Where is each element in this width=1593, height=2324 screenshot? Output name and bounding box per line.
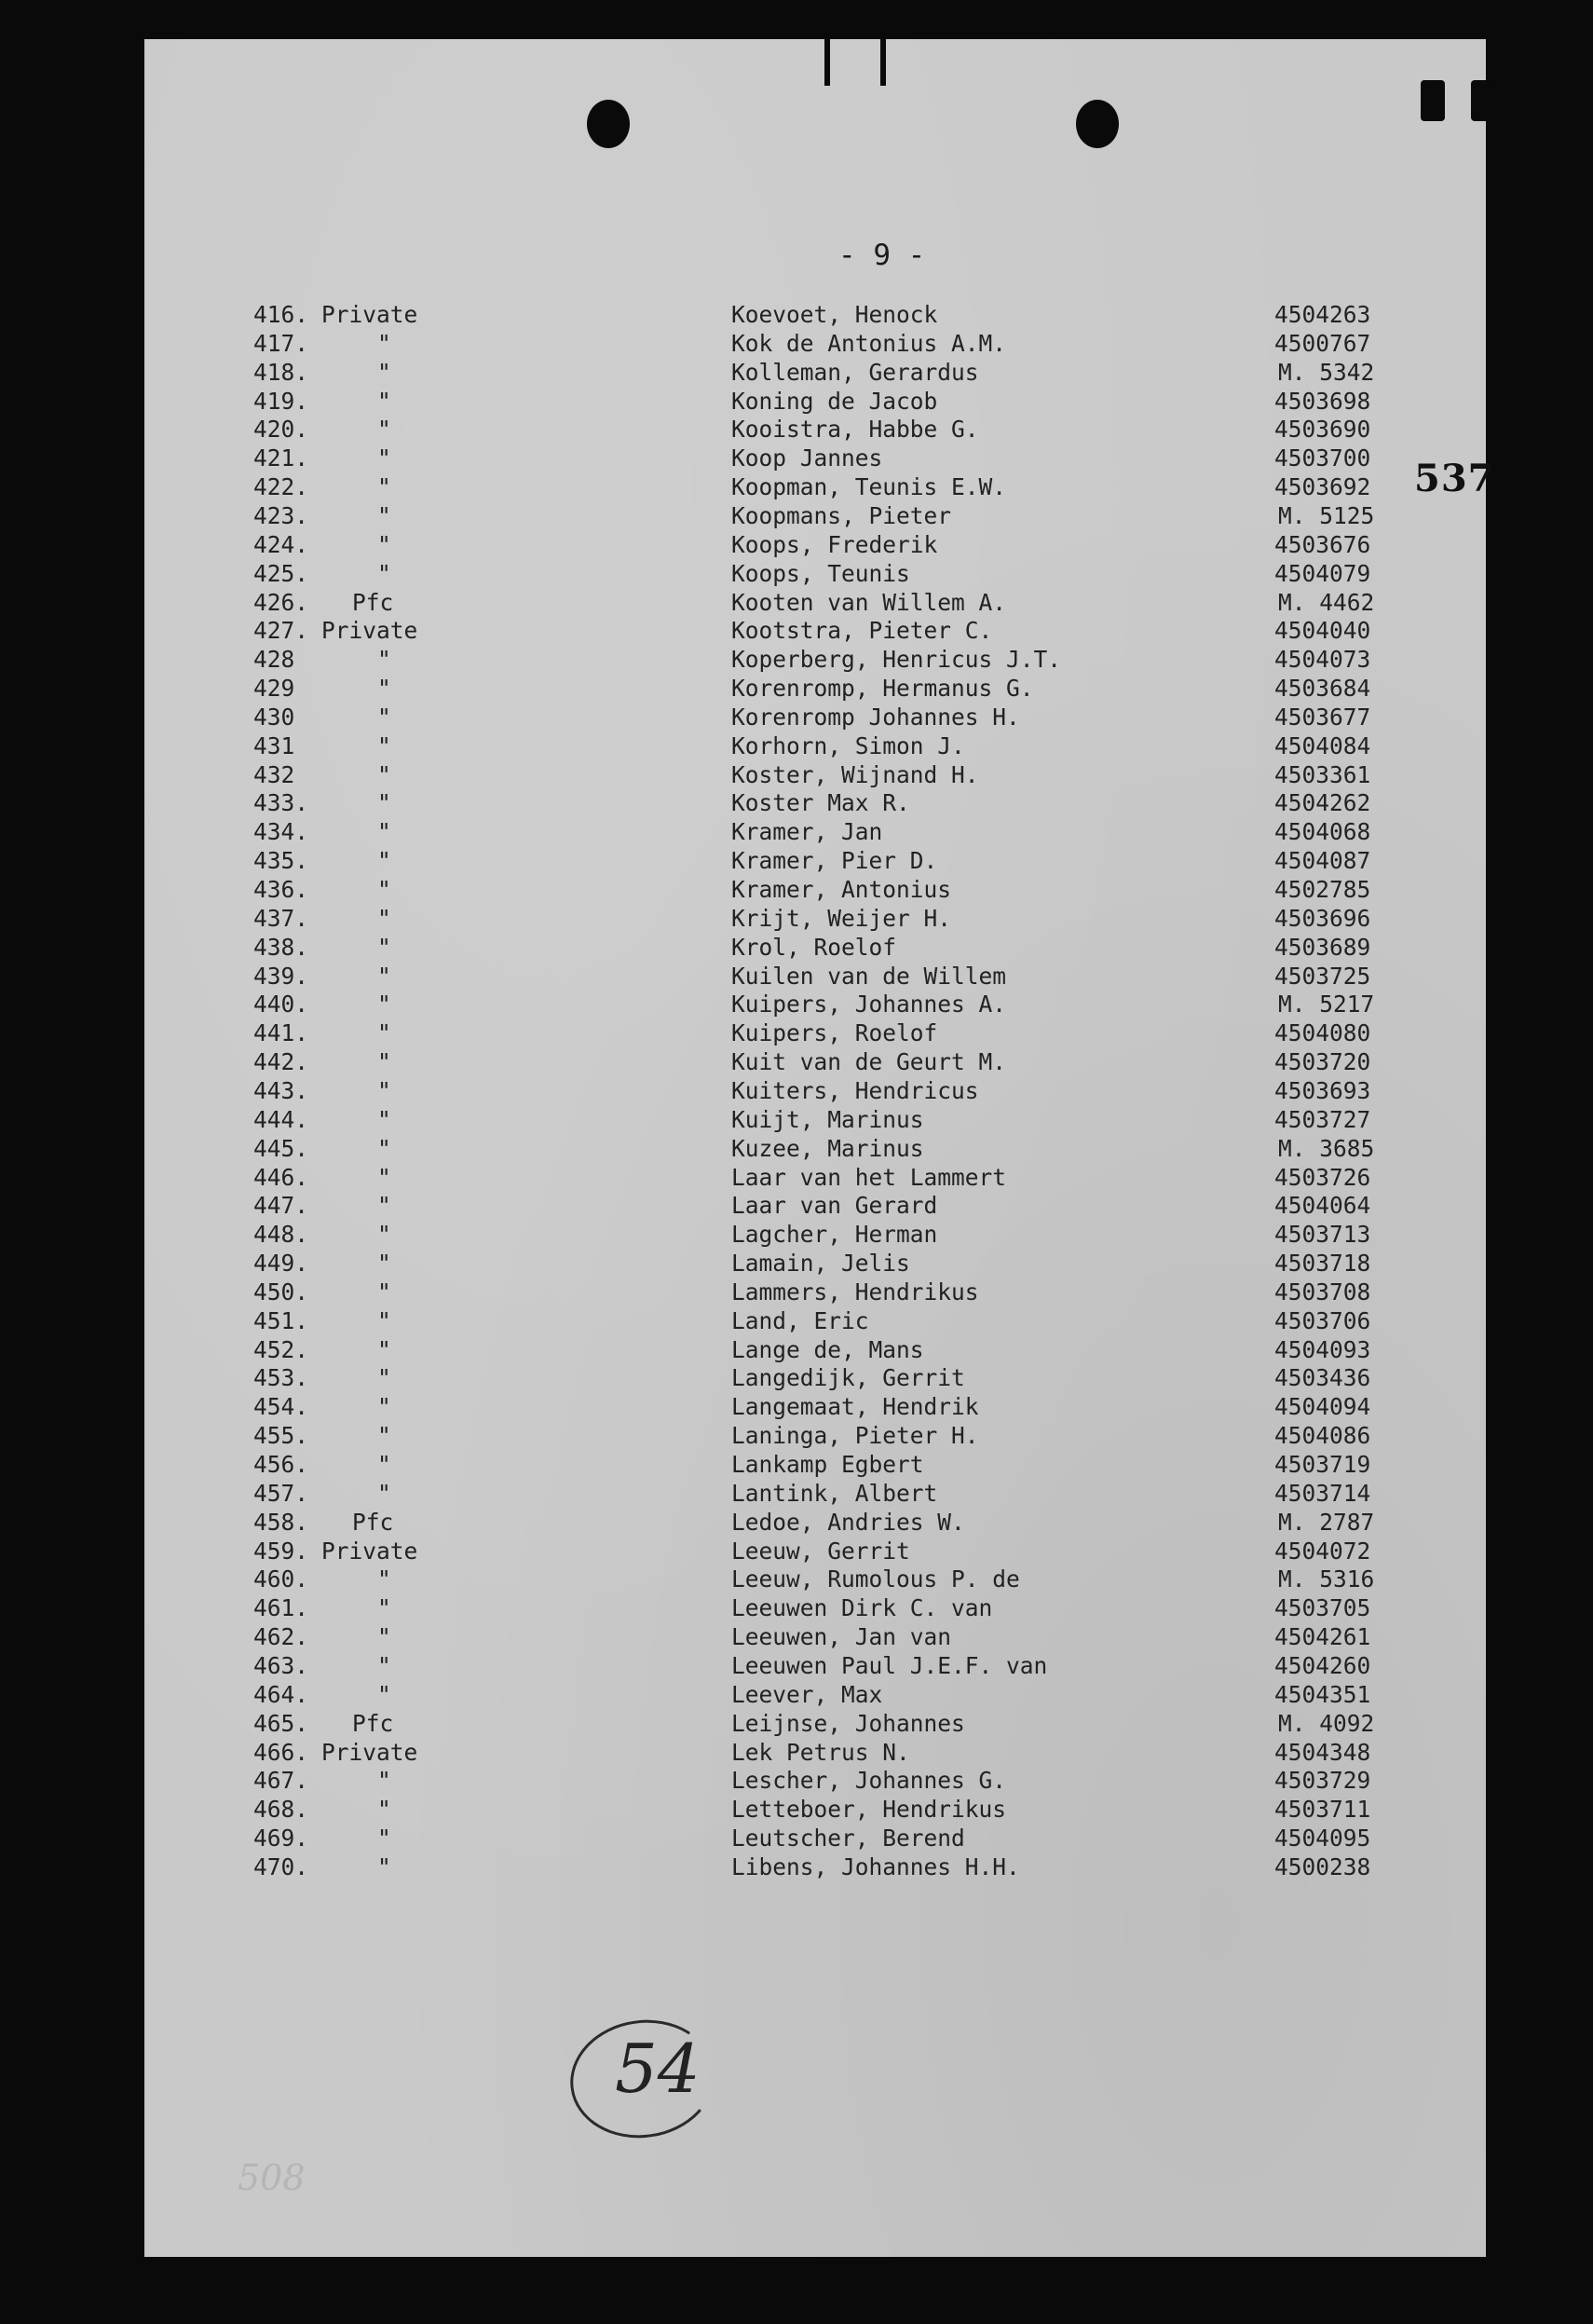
row-serial: 4503676	[1274, 530, 1371, 558]
row-number: 429	[253, 675, 295, 703]
table-row	[0, 1105, 1491, 1134]
row-number: 465.	[253, 1709, 309, 1737]
row-rank: "	[377, 876, 391, 903]
row-rank: "	[377, 1134, 391, 1162]
row-rank: "	[377, 1192, 391, 1220]
row-rank: "	[377, 358, 391, 386]
row-rank: "	[377, 760, 391, 788]
row-number: 424.	[253, 530, 309, 558]
row-name: Kuipers, Roelof	[731, 1019, 938, 1047]
row-name: Leeuwen, Jan van	[731, 1623, 952, 1651]
table-row	[0, 875, 1491, 904]
row-serial: M. 3685	[1278, 1134, 1375, 1162]
row-name: Leeuw, Rumolous P. de	[731, 1565, 1020, 1593]
row-number: 430	[253, 703, 295, 731]
row-name: Langemaat, Hendrik	[731, 1393, 979, 1421]
row-rank: "	[377, 1651, 391, 1679]
row-serial: 4504072	[1274, 1537, 1371, 1565]
row-name: Laar van Gerard	[731, 1192, 938, 1220]
row-number: 422.	[253, 473, 309, 501]
row-rank: "	[377, 818, 391, 846]
row-rank: Private	[321, 1738, 418, 1766]
row-name: Kootstra, Pieter C.	[731, 617, 993, 645]
row-name: Lescher, Johannes G.	[731, 1767, 1007, 1795]
row-serial: M. 5316	[1278, 1565, 1375, 1593]
row-serial: 4504064	[1274, 1192, 1371, 1220]
row-serial: 4503696	[1274, 904, 1371, 932]
table-row	[0, 1421, 1491, 1450]
row-name: Koopman, Teunis E.W.	[731, 473, 1007, 501]
table-row	[0, 1537, 1491, 1565]
row-name: Koning de Jacob	[731, 387, 938, 415]
row-rank: "	[377, 1422, 391, 1450]
row-number: 451.	[253, 1306, 309, 1334]
row-number: 456.	[253, 1451, 309, 1478]
table-row	[0, 1335, 1491, 1364]
row-name: Leever, Max	[731, 1680, 883, 1708]
row-serial: 4503729	[1274, 1767, 1371, 1795]
row-serial: 4504263	[1274, 301, 1371, 328]
row-name: Kok de Antonius A.M.	[731, 329, 1007, 357]
row-number: 469.	[253, 1825, 309, 1852]
row-serial: 4504040	[1274, 617, 1371, 645]
row-number: 463.	[253, 1651, 309, 1679]
punch-hole	[1076, 100, 1119, 148]
row-rank: "	[377, 530, 391, 558]
row-rank: "	[377, 416, 391, 444]
row-rank: "	[377, 703, 391, 731]
row-serial: 4500767	[1274, 329, 1371, 357]
row-name: Kramer, Antonius	[731, 876, 952, 903]
row-name: Leeuw, Gerrit	[731, 1537, 910, 1565]
row-name: Langedijk, Gerrit	[731, 1364, 965, 1392]
row-number: 458.	[253, 1508, 309, 1536]
row-rank: "	[377, 1364, 391, 1392]
row-serial: 4504084	[1274, 731, 1371, 759]
row-number: 468.	[253, 1796, 309, 1824]
row-rank: "	[377, 675, 391, 703]
circled-number: 54	[615, 2030, 701, 2108]
row-name: Korenromp Johannes H.	[731, 703, 1020, 731]
row-rank: "	[377, 991, 391, 1018]
row-number: 442.	[253, 1048, 309, 1076]
table-row	[0, 1651, 1491, 1680]
table-row	[0, 1306, 1491, 1335]
row-serial: 4503718	[1274, 1250, 1371, 1278]
row-name: Lange de, Mans	[731, 1335, 924, 1363]
corner-mark	[1471, 80, 1495, 121]
row-rank: Private	[321, 617, 418, 645]
row-serial: 4504261	[1274, 1623, 1371, 1651]
row-number: 439.	[253, 962, 309, 990]
row-name: Kuipers, Johannes A.	[731, 991, 1007, 1018]
row-name: Koops, Teunis	[731, 559, 910, 587]
table-row	[0, 1392, 1491, 1421]
row-rank: "	[377, 1623, 391, 1651]
row-serial: 4503361	[1274, 760, 1371, 788]
row-name: Koops, Frederik	[731, 530, 938, 558]
row-rank: Pfc	[352, 588, 394, 616]
row-rank: "	[377, 933, 391, 961]
row-number: 467.	[253, 1767, 309, 1795]
row-name: Leeuwen Dirk C. van	[731, 1594, 993, 1622]
row-rank: "	[377, 1335, 391, 1363]
row-number: 449.	[253, 1250, 309, 1278]
row-rank: "	[377, 329, 391, 357]
row-name: Kramer, Jan	[731, 818, 883, 846]
table-row	[0, 588, 1491, 617]
row-number: 427.	[253, 617, 309, 645]
row-name: Kolleman, Gerardus	[731, 358, 979, 386]
row-rank: "	[377, 1105, 391, 1133]
row-name: Koevoet, Henock	[731, 301, 938, 328]
table-row	[0, 1220, 1491, 1249]
row-serial: 4504262	[1274, 789, 1371, 817]
row-serial: 4503436	[1274, 1364, 1371, 1392]
row-number: 441.	[253, 1019, 309, 1047]
row-number: 446.	[253, 1163, 309, 1191]
table-row	[0, 990, 1491, 1018]
row-number: 431	[253, 731, 295, 759]
table-row	[0, 329, 1491, 358]
row-rank: "	[377, 1594, 391, 1622]
table-row	[0, 1278, 1491, 1306]
row-serial: 4504080	[1274, 1019, 1371, 1047]
row-number: 437.	[253, 904, 309, 932]
row-serial: 4504073	[1274, 646, 1371, 674]
row-rank: "	[377, 1451, 391, 1478]
table-row	[0, 962, 1491, 991]
table-row	[0, 415, 1491, 444]
row-serial: M. 4462	[1278, 588, 1375, 616]
row-serial: 4503726	[1274, 1163, 1371, 1191]
row-serial: 4504348	[1274, 1738, 1371, 1766]
row-serial: M. 5125	[1278, 501, 1375, 529]
row-name: Koster, Wijnand H.	[731, 760, 979, 788]
row-rank: "	[377, 1019, 391, 1047]
row-serial: M. 5342	[1278, 358, 1375, 386]
table-row	[0, 1479, 1491, 1508]
row-rank: "	[377, 1393, 391, 1421]
row-rank: "	[377, 1825, 391, 1852]
row-name: Korenromp, Hermanus G.	[731, 675, 1034, 703]
row-rank: "	[377, 473, 391, 501]
row-rank: "	[377, 559, 391, 587]
row-number: 470.	[253, 1852, 309, 1880]
row-name: Kramer, Pier D.	[731, 847, 938, 875]
row-number: 434.	[253, 818, 309, 846]
row-number: 443.	[253, 1076, 309, 1104]
row-number: 426.	[253, 588, 309, 616]
row-number: 417.	[253, 329, 309, 357]
row-rank: "	[377, 1076, 391, 1104]
row-name: Krol, Roelof	[731, 933, 897, 961]
row-rank: "	[377, 1306, 391, 1334]
table-row	[0, 1680, 1491, 1709]
row-number: 455.	[253, 1422, 309, 1450]
row-serial: 4503690	[1274, 416, 1371, 444]
table-row	[0, 1018, 1491, 1047]
row-name: Lammers, Hendrikus	[731, 1278, 979, 1306]
row-number: 453.	[253, 1364, 309, 1392]
row-rank: "	[377, 1767, 391, 1795]
row-number: 459.	[253, 1537, 309, 1565]
row-rank: "	[377, 1278, 391, 1306]
row-rank: Pfc	[352, 1508, 394, 1536]
row-rank: "	[377, 1163, 391, 1191]
row-name: Koster Max R.	[731, 789, 910, 817]
faint-pencil-mark: 508	[238, 2157, 306, 2198]
row-number: 438.	[253, 933, 309, 961]
table-row	[0, 444, 1491, 472]
table-row	[0, 760, 1491, 789]
table-row	[0, 1795, 1491, 1824]
row-serial: 4503711	[1274, 1796, 1371, 1824]
row-serial: 4503725	[1274, 962, 1371, 990]
row-serial: 4504087	[1274, 847, 1371, 875]
row-rank: "	[377, 1479, 391, 1507]
row-number: 418.	[253, 358, 309, 386]
row-name: Ledoe, Andries W.	[731, 1508, 965, 1536]
table-row	[0, 501, 1491, 530]
table-row	[0, 933, 1491, 962]
row-number: 447.	[253, 1192, 309, 1220]
row-name: Koop Jannes	[731, 444, 883, 472]
table-row	[0, 1565, 1491, 1593]
table-row	[0, 1709, 1491, 1738]
row-rank: "	[377, 501, 391, 529]
table-row	[0, 530, 1491, 559]
row-serial: 4503720	[1274, 1048, 1371, 1076]
row-serial: 4503705	[1274, 1594, 1371, 1622]
row-number: 461.	[253, 1594, 309, 1622]
row-serial: 4503698	[1274, 387, 1371, 415]
row-serial: 4504260	[1274, 1651, 1371, 1679]
row-name: Korhorn, Simon J.	[731, 731, 965, 759]
row-number: 436.	[253, 876, 309, 903]
row-serial: 4503684	[1274, 675, 1371, 703]
row-serial: 4504079	[1274, 559, 1371, 587]
table-row	[0, 731, 1491, 760]
row-serial: 4500238	[1274, 1852, 1371, 1880]
row-rank: "	[377, 789, 391, 817]
row-name: Kuijt, Marinus	[731, 1105, 924, 1133]
row-serial: 4502785	[1274, 876, 1371, 903]
row-name: Kooistra, Habbe G.	[731, 416, 979, 444]
row-serial: M. 5217	[1278, 991, 1375, 1018]
row-name: Krijt, Weijer H.	[731, 904, 952, 932]
row-rank: "	[377, 1796, 391, 1824]
row-name: Kuzee, Marinus	[731, 1134, 924, 1162]
row-rank: "	[377, 962, 391, 990]
table-row	[0, 1766, 1491, 1795]
row-rank: "	[377, 1565, 391, 1593]
row-serial: 4504094	[1274, 1393, 1371, 1421]
row-name: Laninga, Pieter H.	[731, 1422, 979, 1450]
row-name: Kuit van de Geurt M.	[731, 1048, 1007, 1076]
row-serial: 4503719	[1274, 1451, 1371, 1478]
row-serial: 4503700	[1274, 444, 1371, 472]
table-row	[0, 1450, 1491, 1479]
row-name: Kuiters, Hendricus	[731, 1076, 979, 1104]
row-number: 457.	[253, 1479, 309, 1507]
table-row	[0, 358, 1491, 387]
table-row	[0, 1508, 1491, 1537]
table-row	[0, 1622, 1491, 1651]
row-rank: "	[377, 646, 391, 674]
row-number: 420.	[253, 416, 309, 444]
table-row	[0, 1047, 1491, 1076]
row-rank: Private	[321, 1537, 418, 1565]
row-serial: 4503692	[1274, 473, 1371, 501]
row-name: Leutscher, Berend	[731, 1825, 965, 1852]
table-row	[0, 1593, 1491, 1622]
table-row	[0, 817, 1491, 846]
row-rank: "	[377, 731, 391, 759]
row-name: Lamain, Jelis	[731, 1250, 910, 1278]
page-number: - 9 -	[838, 239, 926, 272]
row-serial: 4503727	[1274, 1105, 1371, 1133]
table-row	[0, 1738, 1491, 1767]
row-name: Lagcher, Herman	[731, 1221, 938, 1249]
row-serial: 4504086	[1274, 1422, 1371, 1450]
page-tab-notch	[824, 39, 830, 86]
row-number: 454.	[253, 1393, 309, 1421]
row-number: 452.	[253, 1335, 309, 1363]
row-serial: 4503708	[1274, 1278, 1371, 1306]
row-rank: "	[377, 904, 391, 932]
table-row	[0, 387, 1491, 416]
row-serial: 4504095	[1274, 1825, 1371, 1852]
table-row	[0, 1191, 1491, 1220]
table-row	[0, 645, 1491, 674]
row-rank: "	[377, 1852, 391, 1880]
row-name: Leeuwen Paul J.E.F. van	[731, 1651, 1048, 1679]
row-rank: "	[377, 1221, 391, 1249]
row-number: 448.	[253, 1221, 309, 1249]
row-number: 445.	[253, 1134, 309, 1162]
row-serial: 4504093	[1274, 1335, 1371, 1363]
row-name: Lek Petrus N.	[731, 1738, 910, 1766]
table-row	[0, 1852, 1491, 1881]
row-number: 464.	[253, 1680, 309, 1708]
row-number: 421.	[253, 444, 309, 472]
row-serial: 4503714	[1274, 1479, 1371, 1507]
table-row	[0, 674, 1491, 703]
corner-mark	[1421, 80, 1445, 121]
row-number: 433.	[253, 789, 309, 817]
punch-hole	[587, 100, 630, 148]
row-name: Kuilen van de Willem	[731, 962, 1007, 990]
table-row	[0, 300, 1491, 329]
table-row	[0, 1134, 1491, 1163]
table-row	[0, 1076, 1491, 1105]
table-row	[0, 703, 1491, 731]
row-rank: "	[377, 1680, 391, 1708]
row-number: 444.	[253, 1105, 309, 1133]
row-number: 423.	[253, 501, 309, 529]
row-serial: 4503689	[1274, 933, 1371, 961]
row-rank: "	[377, 444, 391, 472]
row-name: Lankamp Egbert	[731, 1451, 924, 1478]
table-row	[0, 616, 1491, 645]
row-name: Laar van het Lammert	[731, 1163, 1007, 1191]
row-number: 425.	[253, 559, 309, 587]
row-rank: "	[377, 1048, 391, 1076]
table-row	[0, 1249, 1491, 1278]
row-rank: "	[377, 1250, 391, 1278]
table-row	[0, 788, 1491, 817]
table-row	[0, 904, 1491, 933]
row-serial: 4503713	[1274, 1221, 1371, 1249]
row-name: Koopmans, Pieter	[731, 501, 952, 529]
row-name: Leijnse, Johannes	[731, 1709, 965, 1737]
row-serial: 4503677	[1274, 703, 1371, 731]
table-row	[0, 472, 1491, 501]
row-rank: "	[377, 387, 391, 415]
row-number: 416.	[253, 301, 309, 328]
row-number: 460.	[253, 1565, 309, 1593]
row-number: 419.	[253, 387, 309, 415]
row-number: 466.	[253, 1738, 309, 1766]
row-serial: 4503706	[1274, 1306, 1371, 1334]
row-serial: M. 2787	[1278, 1508, 1375, 1536]
row-name: Lantink, Albert	[731, 1479, 938, 1507]
row-name: Koperberg, Henricus J.T.	[731, 646, 1062, 674]
row-serial: M. 4092	[1278, 1709, 1375, 1737]
row-number: 435.	[253, 847, 309, 875]
row-serial: 4503693	[1274, 1076, 1371, 1104]
table-row	[0, 846, 1491, 875]
row-rank: Private	[321, 301, 418, 328]
table-row	[0, 1163, 1491, 1192]
row-number: 440.	[253, 991, 309, 1018]
row-serial: 4504351	[1274, 1680, 1371, 1708]
row-serial: 4504068	[1274, 818, 1371, 846]
row-rank: "	[377, 847, 391, 875]
row-number: 450.	[253, 1278, 309, 1306]
page-tab-notch	[880, 39, 886, 86]
row-name: Land, Eric	[731, 1306, 869, 1334]
row-rank: Pfc	[352, 1709, 394, 1737]
row-number: 432	[253, 760, 295, 788]
row-number: 428	[253, 646, 295, 674]
table-row	[0, 559, 1491, 588]
stamp-number: 537	[1414, 457, 1495, 500]
table-row	[0, 1824, 1491, 1852]
table-row	[0, 1363, 1491, 1392]
row-name: Kooten van Willem A.	[731, 588, 1007, 616]
row-name: Libens, Johannes H.H.	[731, 1852, 1020, 1880]
row-name: Letteboer, Hendrikus	[731, 1796, 1007, 1824]
row-number: 462.	[253, 1623, 309, 1651]
